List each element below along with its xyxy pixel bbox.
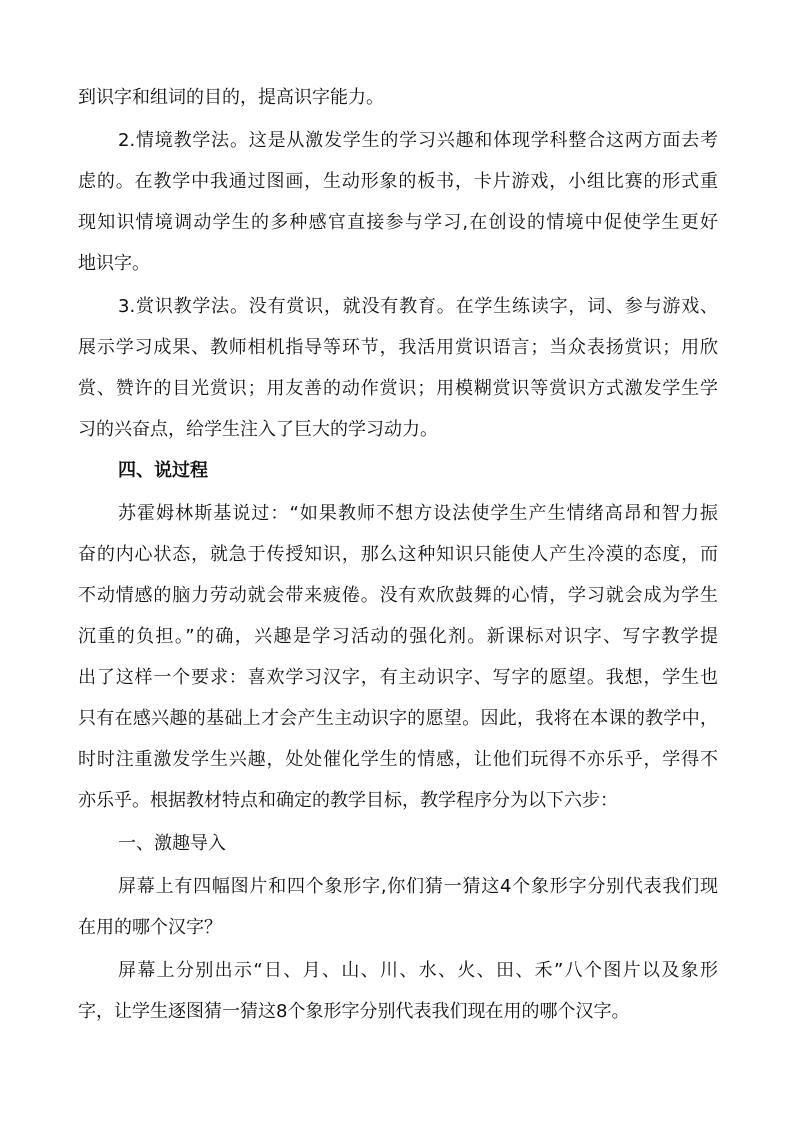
text-line: 地识字。: [78, 253, 150, 274]
text-line: 字，让学生逐图猜一猜这8个象形字分别代表我们现在用的哪个汉字。: [78, 1001, 630, 1022]
text-line: 2.情境教学法。这是从激发学生的学习兴趣和体现学科整合这两方面去考: [118, 130, 718, 151]
text-line: 苏霍姆林斯基说过：“如果教师不想方设法使学生产生情绪高昂和智力振: [118, 503, 718, 524]
text-line: 虑的。在教学中我通过图画，生动形象的板书，卡片游戏，小组比赛的形式重: [78, 171, 718, 192]
text-line: 不动情感的脑力劳动就会带来疲倦。没有欢欣鼓舞的心情，学习就会成为学生: [78, 585, 718, 606]
section-heading: 四、说过程: [118, 460, 208, 481]
text-line: 奋的内心状态，就急于传授知识，那么这种知识只能使人产生冷漠的态度，而: [78, 544, 718, 565]
text-line: 屏幕上分别出示“日、月、山、川、水、火、田、禾”八个图片以及象形: [118, 960, 718, 981]
text-line: 亦乐乎。根据教材特点和确定的教学目标，教学程序分为以下六步：: [78, 790, 618, 811]
text-line: 3.赏识教学法。没有赏识，就没有教育。在学生练读字，词、参与游戏、: [118, 296, 718, 317]
text-line: 在用的哪个汉字？: [78, 917, 222, 938]
text-line: 习的兴奋点，给学生注入了巨大的学习动力。: [78, 419, 438, 440]
text-line: 沉重的负担。”的确，兴趣是学习活动的强化剂。新课标对识字、写字教学提: [78, 626, 718, 647]
text-line: 出了这样一个要求：喜欢学习汉字，有主动识字、写字的愿望。我想，学生也: [78, 667, 718, 688]
text-line: 展示学习成果、教师相机指导等环节，我活用赏识语言；当众表扬赏识；用欣: [78, 337, 718, 358]
subsection-heading: 一、激趣导入: [118, 833, 226, 854]
text-line: 到识字和组词的目的，提高识字能力。: [78, 87, 384, 108]
text-line: 赏、赞许的目光赏识；用友善的动作赏识；用模糊赏识等赏识方式激发学生学: [78, 378, 718, 399]
text-line: 只有在感兴趣的基础上才会产生主动识字的愿望。因此，我将在本课的教学中，: [78, 708, 718, 729]
text-line: 屏幕上有四幅图片和四个象形字,你们猜一猜这4个象形字分别代表我们现: [118, 876, 718, 897]
text-line: 现知识情境调动学生的多种感官直接参与学习,在创设的情境中促使学生更好: [78, 212, 718, 233]
text-line: 时时注重激发学生兴趣，处处催化学生的情感，让他们玩得不亦乐乎，学得不: [78, 749, 718, 770]
